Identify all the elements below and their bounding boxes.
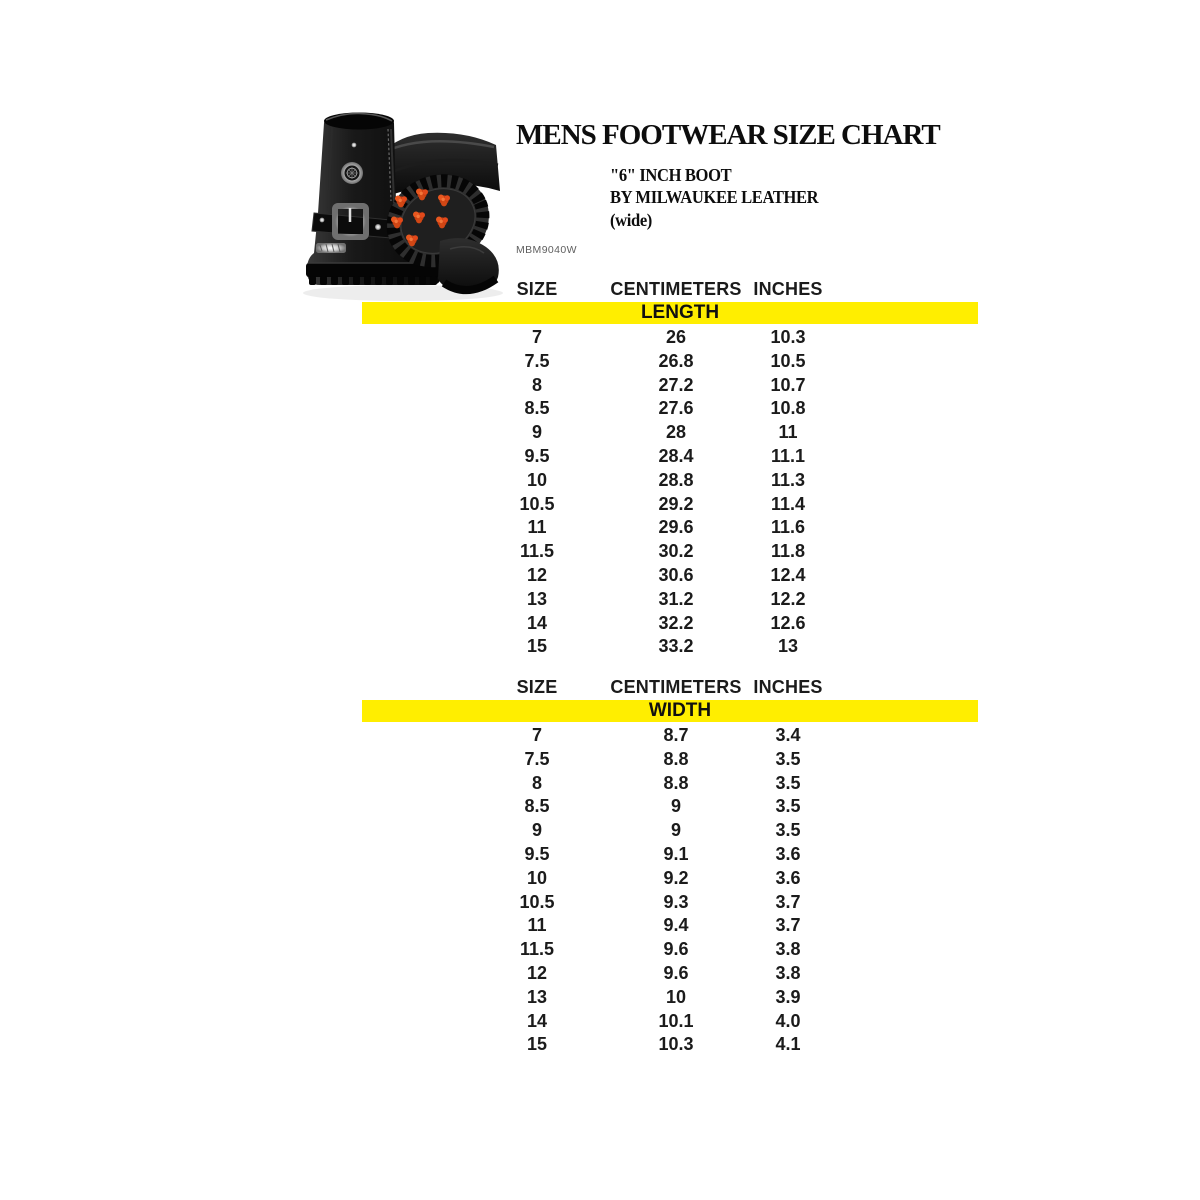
size-cell: 14 xyxy=(526,612,548,633)
length-section-label: LENGTH xyxy=(640,302,720,323)
length-section-bar xyxy=(362,302,978,324)
inches-cell: 3.8 xyxy=(775,962,801,983)
inches-cell: 3.7 xyxy=(775,915,801,936)
cm-cell: 30.6 xyxy=(658,564,694,585)
size-cell: 9 xyxy=(531,422,543,443)
size-cell: 7 xyxy=(531,327,543,347)
strap-rivet xyxy=(375,224,381,230)
cm-cell: 9.6 xyxy=(663,962,689,983)
inches-cell: 12.4 xyxy=(770,564,806,585)
inches-cell: 10.8 xyxy=(770,398,806,419)
cm-cell: 10.1 xyxy=(658,1010,694,1031)
table-row xyxy=(362,445,978,469)
size-cell: 8 xyxy=(531,374,543,395)
table-row xyxy=(362,397,978,421)
product-subtitle xyxy=(610,164,818,231)
inches-cell: 10.5 xyxy=(770,350,806,371)
size-cell: 12 xyxy=(526,564,548,585)
inches-cell: 3.7 xyxy=(775,891,801,912)
size-cell: 11 xyxy=(527,517,547,538)
size-cell: 15 xyxy=(526,1034,548,1055)
size-cell: 15 xyxy=(526,636,548,657)
size-cell: 8.5 xyxy=(524,796,550,817)
cm-cell: 26 xyxy=(665,327,687,347)
cm-cell: 9.4 xyxy=(663,915,689,936)
column-header-inches: INCHES xyxy=(753,279,823,299)
cm-cell: 27.6 xyxy=(658,398,694,419)
size-cell: 13 xyxy=(526,986,548,1007)
column-header-centimeters: CENTIMETERS xyxy=(610,677,742,697)
cm-cell: 29.6 xyxy=(658,517,694,538)
boot-product-image xyxy=(298,93,516,305)
shaft-stud xyxy=(352,143,357,148)
subtitle-line-boot: "6" INCH BOOT xyxy=(610,165,732,185)
cm-cell: 9 xyxy=(670,820,682,841)
page-title: MENS FOOTWEAR SIZE CHART xyxy=(516,119,940,151)
inches-cell: 3.9 xyxy=(775,986,801,1007)
size-cell: 12 xyxy=(526,962,548,983)
size-cell: 10 xyxy=(526,469,548,490)
boot-illustration xyxy=(298,93,516,305)
table-row xyxy=(362,1033,978,1057)
cm-cell: 26.8 xyxy=(658,350,694,371)
inches-cell: 11.1 xyxy=(770,445,806,466)
table-row xyxy=(362,819,978,843)
size-cell: 11.5 xyxy=(519,541,555,562)
subtitle-line-width: (wide) xyxy=(610,209,652,230)
table-row xyxy=(362,938,978,962)
cm-cell: 29.2 xyxy=(658,493,694,514)
inches-cell: 4.1 xyxy=(775,1034,801,1055)
width-rows xyxy=(362,724,978,1057)
inches-cell: 11.3 xyxy=(770,469,806,490)
table-row xyxy=(362,724,978,748)
boot-opening xyxy=(324,113,394,130)
inches-cell: 3.8 xyxy=(775,939,801,960)
cm-cell: 28.4 xyxy=(658,445,694,466)
table-row xyxy=(362,962,978,986)
inches-cell: 11 xyxy=(778,422,798,443)
column-header-size: SIZE xyxy=(516,279,558,299)
cm-cell: 30.2 xyxy=(658,541,694,562)
inches-cell: 3.6 xyxy=(775,843,801,864)
length-table-header xyxy=(362,277,978,302)
cm-cell: 8.7 xyxy=(663,725,689,745)
column-header-size: SIZE xyxy=(516,677,558,697)
inches-cell: 11.4 xyxy=(770,493,806,514)
cm-cell: 9.1 xyxy=(663,843,689,864)
cm-cell: 27.2 xyxy=(658,374,694,395)
table-row xyxy=(362,986,978,1010)
table-row xyxy=(362,564,978,588)
table-row xyxy=(362,1010,978,1034)
inches-cell: 11.8 xyxy=(770,541,806,562)
cm-cell: 28 xyxy=(665,422,687,443)
size-cell: 10 xyxy=(526,867,548,888)
inches-cell: 11.6 xyxy=(770,517,806,538)
inches-cell: 4.0 xyxy=(775,1010,801,1031)
cm-cell: 31.2 xyxy=(658,588,694,609)
length-rows xyxy=(362,326,978,659)
size-cell: 8 xyxy=(531,772,543,793)
table-row xyxy=(362,891,978,915)
size-cell: 11 xyxy=(527,915,547,936)
table-row xyxy=(362,540,978,564)
table-row xyxy=(362,326,978,350)
subtitle-line-brand: BY MILWAUKEE LEATHER xyxy=(610,187,819,208)
size-cell: 13 xyxy=(526,588,548,609)
size-cell: 9.5 xyxy=(524,843,550,864)
cm-cell: 8.8 xyxy=(663,772,689,793)
table-row xyxy=(362,516,978,540)
size-cell: 7.5 xyxy=(524,350,550,371)
cm-cell: 28.8 xyxy=(658,469,694,490)
cm-cell: 9.3 xyxy=(663,891,689,912)
size-cell: 10.5 xyxy=(519,493,555,514)
inches-cell: 3.6 xyxy=(775,867,801,888)
size-cell: 10.5 xyxy=(519,891,555,912)
model-code: MBM9040W xyxy=(516,244,577,256)
size-cell: 14 xyxy=(526,1010,548,1031)
size-cell: 8.5 xyxy=(524,398,550,419)
cm-cell: 9.6 xyxy=(663,939,689,960)
inches-cell: 3.5 xyxy=(775,796,801,817)
table-row xyxy=(362,748,978,772)
table-row xyxy=(362,421,978,445)
table-row xyxy=(362,914,978,938)
width-section-label: WIDTH xyxy=(648,700,712,721)
inches-cell: 10.7 xyxy=(770,374,806,395)
inches-cell: 3.5 xyxy=(775,748,801,769)
cm-cell: 8.8 xyxy=(663,748,689,769)
size-cell: 11.5 xyxy=(519,939,555,960)
table-row xyxy=(362,469,978,493)
table-row xyxy=(362,795,978,819)
size-cell: 9 xyxy=(531,820,543,841)
inches-cell: 12.2 xyxy=(770,588,806,609)
table-row xyxy=(362,612,978,636)
size-cell: 7.5 xyxy=(524,748,550,769)
table-row xyxy=(362,350,978,374)
inches-cell: 12.6 xyxy=(770,612,806,633)
table-row xyxy=(362,374,978,398)
table-row xyxy=(362,867,978,891)
inches-cell: 10.3 xyxy=(770,327,806,347)
table-row xyxy=(362,588,978,612)
cm-cell: 32.2 xyxy=(658,612,694,633)
cm-cell: 10 xyxy=(665,986,687,1007)
cm-cell: 9.2 xyxy=(663,867,689,888)
width-table xyxy=(362,675,978,1057)
cm-cell: 9 xyxy=(670,796,682,817)
table-row xyxy=(362,493,978,517)
table-row xyxy=(362,635,978,659)
inches-cell: 3.5 xyxy=(775,772,801,793)
size-cell: 9.5 xyxy=(524,445,550,466)
column-header-centimeters: CENTIMETERS xyxy=(610,279,742,299)
width-table-header xyxy=(362,675,978,700)
column-header-inches: INCHES xyxy=(753,677,823,697)
table-row xyxy=(362,843,978,867)
cm-cell: 33.2 xyxy=(658,636,694,657)
inches-cell: 3.4 xyxy=(775,725,801,745)
width-section-bar xyxy=(362,700,978,722)
table-row xyxy=(362,772,978,796)
inches-cell: 13 xyxy=(777,636,799,657)
inches-cell: 3.5 xyxy=(775,820,801,841)
size-cell: 7 xyxy=(531,725,543,745)
cm-cell: 10.3 xyxy=(658,1034,694,1055)
length-table xyxy=(362,277,978,659)
